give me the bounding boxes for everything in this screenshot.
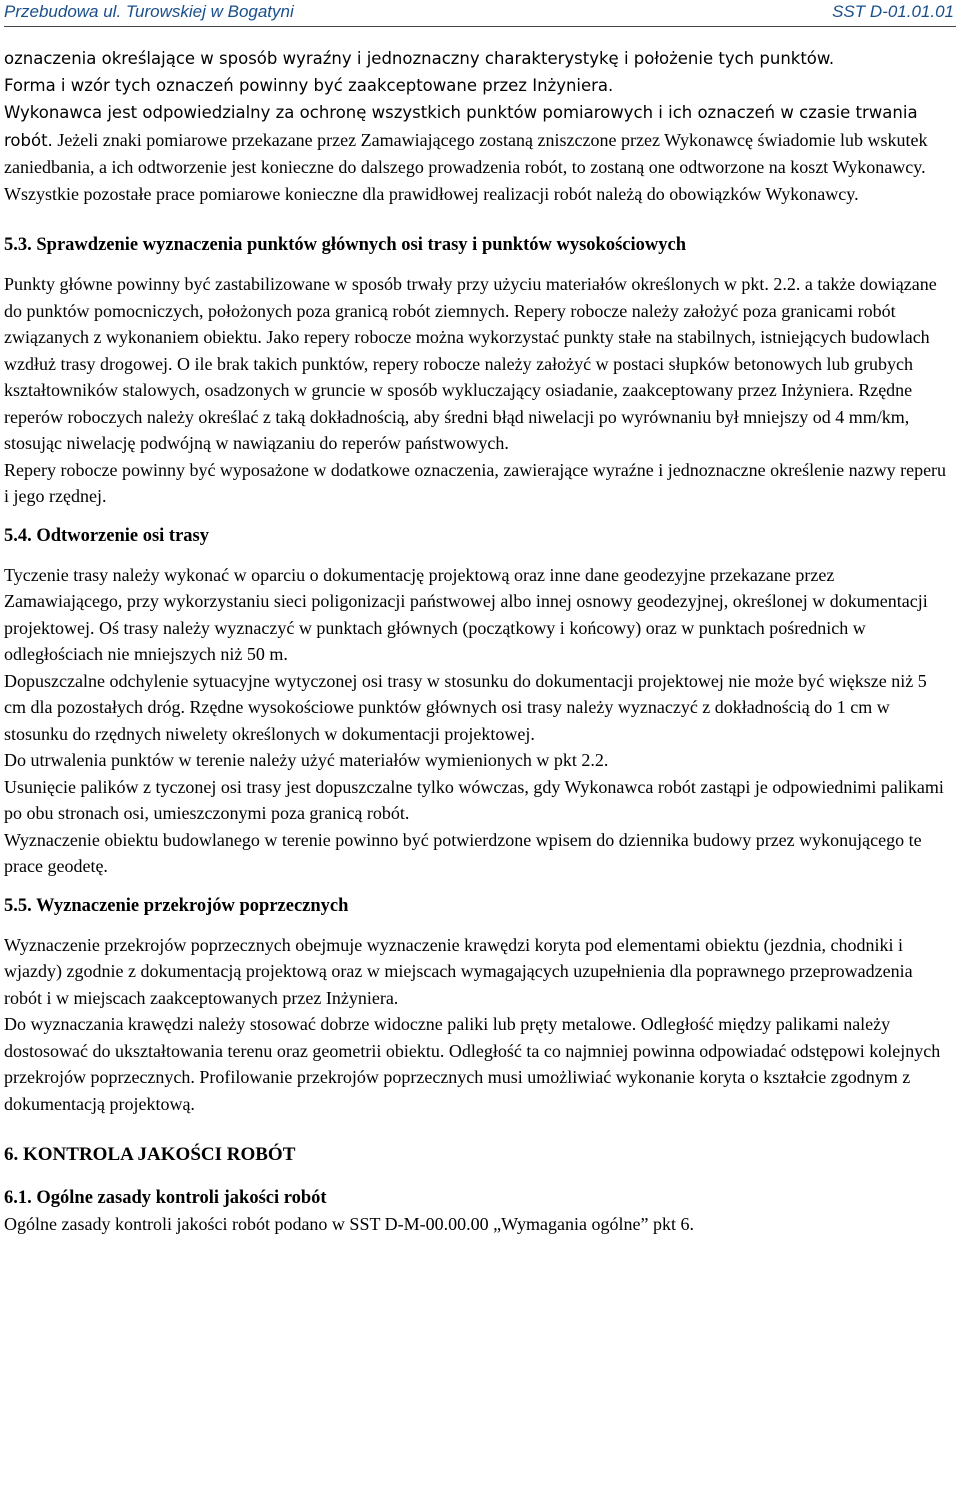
section-5-4-heading: 5.4. Odtworzenie osi trasy — [4, 525, 210, 546]
section-5-5-heading: 5.5. Wyznaczenie przekrojów poprzecznych — [4, 895, 349, 916]
section-5-3-paragraph-2: Repery robocze powinny być wyposażone w dodatkowe oznaczenia, zawierające wyraźne i jednoznaczne określenie nazwy reperu i jego rzędnej. — [4, 459, 947, 506]
intro-line-1: oznaczenia określające w sposób wyraźny i jednoznaczny charakterystykę i położenie tych punktów. — [4, 49, 835, 68]
section-5-4-paragraph-3: Do utrwalenia punktów w terenie należy użyć materiałów wymienionych w pkt 2.2. — [4, 750, 609, 770]
section-6-heading: 6. KONTROLA JAKOŚCI ROBÓT — [4, 1144, 296, 1165]
section-5-5-paragraph-2: Do wyznaczania krawędzi należy stosować dobrze widoczne paliki lub pręty metalowe. Odległość między palikami należy dostosować do ukształtowania terenu oraz geometrii obiektu. Odległość ta co najmniej powinna odpowiadać odstępowi kolejnych przekrojów poprzecznych. Profilowanie przekrojów poprzecznych musi umożliwiać wykonanie koryta o kształcie zgodnym z dokumentacją projektową. — [4, 1014, 941, 1114]
section-6-1-heading: 6.1. Ogólne zasady kontroli jakości robót — [4, 1188, 327, 1208]
page-header — [4, 0, 956, 27]
intro-paragraph-3: Wszystkie pozostałe prace pomiarowe konieczne dla prawidłowej realizacji robót należą do obowiązków Wykonawcy. — [4, 183, 859, 204]
intro-line-3: Wykonawca jest odpowiedzialny za ochronę wszystkich punktów pomiarowych i ich oznaczeń w czasie trwania robót. — [4, 103, 918, 150]
section-5-4-paragraph-5: Wyznaczenie obiektu budowlanego w terenie powinno być potwierdzone wpisem do dziennika budowy przez wykonującego te prace geodetę. — [4, 829, 922, 876]
intro-line-2: Forma i wzór tych oznaczeń powinny być zaakceptowane przez Inżyniera. — [4, 75, 614, 95]
section-5-3-paragraph-1: Punkty główne powinny być zastabilizowane w sposób trwały przy użyciu materiałów określonych w pkt. 2.2. a także dowiązane do punktów pomocniczych, położonych poza granicą robót ziemnych. Repery robocze należy założyć poza granicami robót związanych z wykonaniem obiektu. Jako repery robocze można wykorzystać punkty stałe na stabilnych, istniejących budowlach wzdłuż trasy drogowej. O ile brak takich punktów, repery robocze należy założyć w postaci słupków betonowych lub grubych kształtowników stalowych, osadzonych w gruncie w sposób wykluczający osiadanie, zaakceptowany przez Inżyniera. Rzędne reperów roboczych należy określać z taką dokładnością, aby średni błąd niwelacji po wyrównaniu był mniejszy od 4 mm/km, stosując niwelację podwójną w nawiązaniu do reperów państwowych. — [4, 274, 937, 453]
section-5-5-paragraph-1: Wyznaczenie przekrojów poprzecznych obejmuje wyznaczenie krawędzi koryta pod elementami obiektu (jezdnia, chodniki i wjazdy) zgodnie z dokumentacją projektową oraz w miejscach wymagających uzupełnienia dla poprawnego przeprowadzenia robót i w miejscach zaakceptowanych przez Inżyniera. — [4, 934, 913, 1008]
intro-paragraph-2: Jeżeli znaki pomiarowe przekazane przez Zamawiającego zostaną zniszczone przez Wykonawcę świadomie lub wskutek zaniedbania, a ich odtworzenie jest konieczne do dalszego prowadzenia robót, to zostaną one odtworzone na koszt Wykonawcy. — [4, 129, 928, 177]
section-6-1-paragraph: Ogólne zasady kontroli jakości robót podano w SST D-M-00.00.00 „Wymagania ogólne” pkt 6. — [4, 1214, 694, 1234]
header-document-title: Przebudowa ul. Turowskiej w Bogatyni — [4, 2, 294, 21]
header-spec-code: SST D-01.01.01 — [832, 2, 954, 21]
section-5-4-paragraph-4: Usunięcie palików z tyczonej osi trasy jest dopuszczalne tylko wówczas, gdy Wykonawca robót zastąpi je odpowiednimi palikami po obu stronach osi, umieszczonymi poza granicą robót. — [4, 776, 944, 823]
section-5-4-paragraph-2: Dopuszczalne odchylenie sytuacyjne wytyczonej osi trasy w stosunku do dokumentacji projektowej nie może być większe niż 5 cm dla pozostałych dróg. Rzędne wysokościowe punktów głównych osi trasy należy wyznaczyć z dokładnością do 1 cm w stosunku do rzędnych niwelety określonych w dokumentacji projektowej. — [4, 670, 927, 744]
section-5-3-heading: 5.3. Sprawdzenie wyznaczenia punktów głównych osi trasy i punktów wysokościowych — [4, 235, 686, 255]
document-body — [4, 46, 952, 1238]
intro-paragraph — [4, 99, 952, 181]
section-5-4-paragraph-1: Tyczenie trasy należy wykonać w oparciu o dokumentację projektową oraz inne dane geodezyjne przekazane przez Zamawiającego, przy wykorzystaniu sieci poligonizacji państwowej albo innej osnowy geodezyjnej, określonej w dokumentacji projektowej. Oś trasy należy wyznaczyć w punktach głównych (początkowy i końcowy) oraz w punktach pośrednich w odległościach nie mniejszych niż 50 m. — [4, 564, 928, 664]
